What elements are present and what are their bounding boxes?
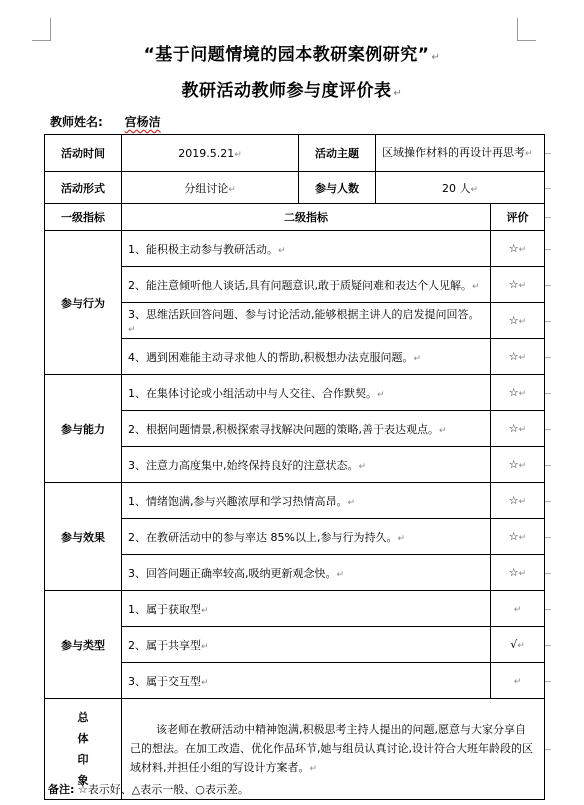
rating-mark: ☆ — [508, 386, 519, 399]
footnote-text: ☆表示好、△表示一般、○表示差。 — [77, 783, 249, 796]
indicator-text-content: 3、属于交互型 — [128, 674, 201, 688]
rating-cell — [491, 447, 545, 483]
paragraph-mark-icon: ↵ — [413, 353, 422, 364]
rating-cell — [491, 663, 545, 699]
page-corner-mark-left — [32, 18, 51, 41]
paragraph-mark-icon: ↵ — [393, 88, 403, 99]
activity-time-label: 活动时间 — [45, 135, 122, 172]
assessment-label-char: 印 — [77, 753, 89, 766]
rating-mark: ☆ — [508, 458, 519, 471]
paragraph-mark-icon: ↵ — [513, 677, 522, 687]
paragraph-mark-icon: ↵ — [518, 497, 527, 507]
row-end-mark — [545, 537, 551, 538]
footnote-label: 备注: — [48, 783, 75, 796]
indicator-text-content: 3、回答问题正确率较高,吸纳更新观念快。 — [128, 566, 337, 580]
row-end-mark — [545, 217, 551, 218]
indicator-text-content: 1、能积极主动参与教研活动。 — [128, 242, 278, 256]
rating-cell — [491, 411, 545, 447]
row-end-mark — [545, 681, 551, 682]
category-label: 参与行为 — [45, 231, 122, 375]
indicator-text — [122, 231, 491, 267]
paragraph-mark-icon: ↵ — [517, 641, 525, 651]
rating-cell — [491, 231, 545, 267]
paragraph-mark-icon: ↵ — [518, 569, 527, 579]
paragraph-mark-icon: ↵ — [347, 497, 356, 508]
row-end-mark — [545, 357, 551, 358]
rating-mark: ☆ — [508, 422, 519, 435]
indicator-text-content: 1、在集体讨论或小组活动中与人交往、合作默契。 — [128, 386, 377, 400]
indicator-text — [122, 267, 491, 303]
activity-form-value: 分组讨论↵ — [122, 172, 299, 204]
paragraph-mark-icon: ↵ — [518, 353, 527, 363]
indicator-text-content: 4、遇到困难能主动寻求他人的帮助,积极想办法克服问题。 — [128, 350, 414, 364]
rating-mark: ☆ — [508, 566, 519, 579]
rating-mark: ☆ — [508, 530, 519, 543]
teacher-name-value: 宫杨洁 — [124, 115, 161, 129]
indicator-text — [122, 591, 491, 627]
indicator-text — [122, 663, 491, 699]
paragraph-mark-icon: ↵ — [201, 605, 209, 616]
paragraph-mark-icon: ↵ — [309, 763, 318, 774]
teacher-name-line — [50, 113, 161, 130]
rating-mark: ☆ — [508, 242, 519, 255]
indicator-text — [122, 375, 491, 411]
indicator-row — [45, 375, 545, 411]
row-end-mark — [545, 285, 551, 286]
indicator-text-content: 2、根据问题情景,积极探索寻找解决问题的策略,善于表达观点。 — [128, 422, 439, 436]
rating-cell — [491, 303, 545, 339]
rating-mark: ☆ — [508, 350, 519, 363]
paragraph-mark-icon: ↵ — [377, 389, 385, 400]
paragraph-mark-icon: ↵ — [439, 425, 447, 436]
rating-cell — [491, 555, 545, 591]
rating-cell — [491, 483, 545, 519]
paragraph-mark-icon: ↵ — [518, 389, 527, 399]
rating-cell — [491, 519, 545, 555]
paragraph-mark-icon: ↵ — [397, 533, 405, 544]
paragraph-mark-icon: ↵ — [518, 245, 527, 255]
assessment-label-char: 象 — [77, 774, 89, 787]
assessment-label-char: 总 — [77, 711, 89, 724]
footnote — [48, 781, 249, 797]
row-end-mark — [545, 429, 551, 430]
row-end-mark — [545, 321, 551, 322]
document-title-text: “基于问题情境的园本教研案例研究” — [143, 45, 430, 65]
paragraph-mark-icon: ↵ — [518, 461, 527, 471]
rating-cell — [491, 627, 545, 663]
header-level1: 一级指标 — [45, 204, 122, 231]
indicator-text-content: 2、能注意倾听他人谈话,具有问题意识,敢于质疑问难和表达个人见解。 — [128, 278, 472, 292]
indicator-text-content: 3、思维活跃回答问题、参与讨论活动,能够根据主讲人的启发提问回答。 — [128, 308, 480, 321]
activity-form-label: 活动形式 — [45, 172, 122, 204]
indicator-text-content: 1、属于获取型 — [128, 602, 201, 616]
rating-cell — [491, 267, 545, 303]
indicator-text — [122, 303, 491, 339]
row-end-mark — [545, 573, 551, 574]
indicator-text — [122, 339, 491, 375]
indicator-row — [45, 591, 545, 627]
paragraph-mark-icon: ↵ — [128, 325, 136, 335]
paragraph-mark-icon: ↵ — [518, 317, 527, 327]
header-level2: 二级指标 — [122, 204, 491, 231]
teacher-name-label: 教师姓名: — [50, 115, 103, 129]
row-end-mark — [545, 465, 551, 466]
header-row — [45, 204, 545, 231]
indicator-row — [45, 483, 545, 519]
info-row-time — [45, 135, 545, 172]
paragraph-mark-icon: ↵ — [518, 533, 527, 543]
category-label: 参与类型 — [45, 591, 122, 699]
activity-topic-label: 活动主题 — [299, 135, 376, 172]
document-subtitle — [0, 76, 584, 101]
paragraph-mark-icon: ↵ — [472, 281, 480, 292]
activity-time-value: 2019.5.21↵ — [122, 135, 299, 172]
paragraph-mark-icon: ↵ — [336, 569, 345, 580]
row-end-mark — [545, 153, 551, 154]
row-end-mark — [545, 609, 551, 610]
row-end-mark — [545, 501, 551, 502]
document-subtitle-text: 教研活动教师参与度评价表 — [181, 81, 392, 101]
participant-count-label: 参与人数 — [299, 172, 376, 204]
assessment-label-char: 体 — [77, 732, 89, 745]
paragraph-mark-icon: ↵ — [513, 605, 522, 615]
evaluation-table — [44, 134, 545, 800]
indicator-text — [122, 483, 491, 519]
indicator-text-content: 3、注意力高度集中,始终保持良好的注意状态。 — [128, 458, 359, 472]
document-title — [0, 40, 584, 65]
header-rating: 评价 — [491, 204, 545, 231]
category-label: 参与能力 — [45, 375, 122, 483]
assessment-text-content: 该老师在教研活动中精神饱满,积极思考主持人提出的问题,愿意与大家分享自己的想法。在加工改造、优化作品环节,她与组员认真讨论,设计符合大班年龄段的区域材料,并担任小组的写设计方案者。 — [130, 722, 533, 774]
indicator-text-content: 1、情绪饱满,参与兴趣浓厚和学习热情高昂。 — [128, 494, 348, 508]
rating-cell — [491, 375, 545, 411]
category-label: 参与效果 — [45, 483, 122, 591]
indicator-text — [122, 447, 491, 483]
indicator-text-content: 2、在教研活动中的参与率达 85%以上,参与行为持久。 — [128, 530, 398, 544]
rating-mark: ☆ — [508, 494, 519, 507]
paragraph-mark-icon: ↵ — [201, 677, 209, 688]
rating-cell — [491, 591, 545, 627]
rating-mark: ☆ — [508, 278, 519, 291]
activity-topic-value: 区域操作材料的再设计再思考↵ — [376, 135, 545, 172]
paragraph-mark-icon: ↵ — [518, 281, 527, 291]
row-end-mark — [545, 645, 551, 646]
indicator-text-content: 2、属于共享型 — [128, 638, 201, 652]
paragraph-mark-icon: ↵ — [358, 461, 367, 472]
rating-mark: √ — [510, 638, 518, 651]
indicator-row — [45, 231, 545, 267]
indicator-text — [122, 627, 491, 663]
paragraph-mark-icon: ↵ — [518, 425, 527, 435]
paragraph-mark-icon: ↵ — [431, 52, 441, 63]
paragraph-mark-icon: ↵ — [278, 245, 286, 256]
page-corner-mark-right — [517, 18, 536, 41]
indicator-text — [122, 555, 491, 591]
row-end-mark — [545, 393, 551, 394]
row-end-mark — [545, 188, 551, 189]
info-row-form — [45, 172, 545, 204]
row-end-mark — [545, 749, 551, 750]
indicator-text — [122, 411, 491, 447]
participant-count-value: 20 人↵ — [376, 172, 545, 204]
rating-cell — [491, 339, 545, 375]
paragraph-mark-icon: ↵ — [201, 641, 209, 652]
row-end-mark — [545, 249, 551, 250]
indicator-text — [122, 519, 491, 555]
rating-mark: ☆ — [508, 314, 519, 327]
